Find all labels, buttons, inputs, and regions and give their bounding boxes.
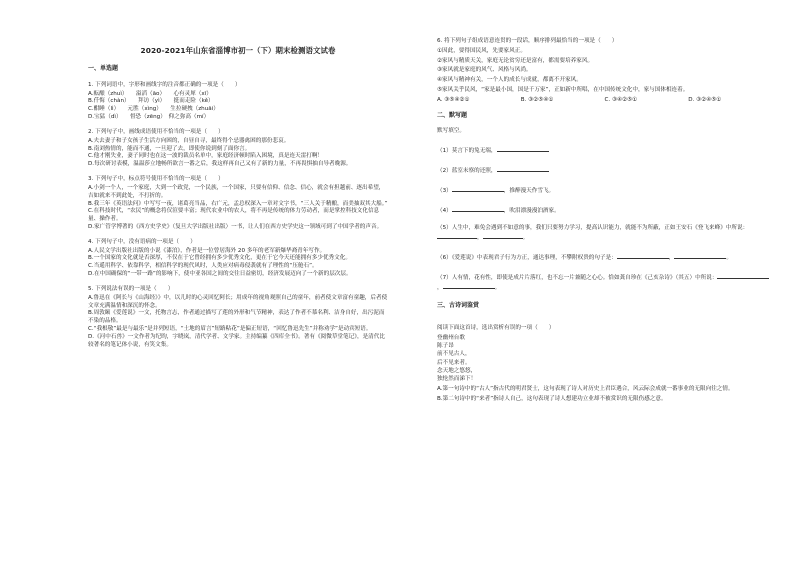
question-stem: 6. 将下列句子组成语意连贯的一段话，顺序排列最恰当的一项是（ ）	[437, 38, 618, 44]
poem-line: 前不见古人，	[437, 351, 471, 358]
option-b: B.南刘热情的，能而不通，一旦迎了去，即使你说到刻了面你言。	[88, 145, 251, 152]
section-heading-single-choice: 一、单选题	[88, 65, 119, 73]
option-d: D.每次研讨表模，温温莎立地畅所欲言一番之后，我这样再自己又有了新的力量，不再畏惧抽自导者晚源。	[88, 161, 352, 168]
fill-item-5: （5）人生中，难免会遇到不如意的事，我们只要努力学习，提高认识能力，就能不为所蔽，正如王安石《登飞来峰》中所说：， 。	[437, 225, 749, 242]
left-column	[88, 38, 388, 357]
question-stem: 1. 下列词语中，字形和画线字的注音都正确的一项是（ ）	[88, 81, 241, 88]
page-title: 2020-2021年山东省淄博市初一（下）期末检测语文试卷	[140, 46, 336, 55]
answer-blank[interactable]	[717, 273, 769, 279]
option-b: B.一个国家的文化就是否深厚，不仅在于它曾经拥有多少优秀文化，更在于它今天还能拥有多少优秀文化。	[88, 255, 351, 262]
question-6	[437, 38, 772, 105]
answer-blank[interactable]	[452, 186, 504, 192]
question-stem: 2. 下列句子中，画线成语使用不恰当的一项是（ ）	[88, 128, 224, 135]
sentence-3: ③家风就是家庭的风气、风格与风尚。	[437, 67, 532, 74]
option-b: B. ③②⑤④①	[520, 96, 554, 103]
poem-line: 后不见来者。	[437, 359, 471, 366]
option-c: C.酣睡（lì） 元胜（xìng） 生拉硬拽（zhuāi）	[88, 106, 219, 113]
section-heading-poetry: 三、古诗词鉴赏	[437, 302, 480, 310]
answer-blank[interactable]	[497, 166, 549, 172]
question-1	[88, 82, 388, 122]
fill-item-7: （7）人有情，花有性，即使是成片片落红，也不忘一片兼随之心心。恰如龚自珍在《己亥杂诗》（其五）中所说：， 。	[437, 273, 772, 293]
sentence-1: ①因此，要得国民风，先要家风正。	[437, 47, 526, 54]
option-a: A.酝酿（zhuì） 溢滔（āo） 心有灵犀（xī）	[88, 90, 212, 97]
answer-blank[interactable]	[617, 253, 669, 259]
fill-text: （7）人有情，花有性，即使是成片片落红，也不忘一片兼随之心心。恰如龚自珍在《己亥杂诗》（其五）中所说：	[437, 274, 718, 281]
sentence-4: ④家风与精神有关，一个人的成长与成就，都离不开家风。	[437, 77, 582, 84]
option-d: D.家广管学博著的《西方史学史》（复旦大学出版社出版）一书，让人们在西方史学史这一领域可到了中国学者的声音。	[88, 224, 383, 230]
right-column	[437, 38, 772, 406]
fill-text: （2）蓝室未察的还照，	[437, 167, 497, 174]
fill-text: （6）《爱莲说》中表现君子行为方正，通达事理，不攀附权贵的句子是：	[437, 254, 617, 261]
fill-text: ，吹泪漂漫漫泊酒家。	[503, 207, 560, 214]
question-stem: 3. 下列句子中，标点符号使用不恰当的一项是（ ）	[88, 176, 224, 183]
fill-text: （1）莫言下的兔无端，	[437, 148, 497, 155]
section-heading-dictation: 二、默写题	[437, 111, 468, 119]
poem-intro: 阅读下面这首诗，选出赏析有误的一项（ ）	[437, 324, 555, 331]
fill-text: （3）	[437, 187, 452, 194]
fill-item-3	[437, 186, 772, 196]
fill-item-2	[437, 166, 772, 176]
option-c: C.他才刚失业，妻子同时也在这一波的裁员名单中，家庭经济顿时陷入困境，真是连天雷打啊！	[88, 153, 324, 160]
option-d: D.宝猛（dì） 督恐（zēng） 仰之弥高（mí）	[88, 114, 210, 121]
option-b: B.我三年《英语法问》中写写一夜，诸葛亮当品，右广元，孟总权深入一章对文字书，“三人关于精酿，而美抽双其大船。”	[88, 200, 388, 207]
fill-item-1	[437, 146, 772, 156]
answer-blank[interactable]	[443, 283, 495, 289]
option-row	[437, 97, 772, 105]
answer-blank[interactable]	[483, 233, 523, 239]
sentence-2: ②家风与精质天关，家庭无论贫穷还是富有，都需要培养家风。	[437, 57, 594, 64]
question-stem: 5. 下列说法有误的一项是（ ）	[88, 285, 174, 292]
sentence-5: ⑤家风关乎民风，“家是最小国，国是千万家”，正如新中所唱，在中国传统文化中，家与国体相连着。	[437, 87, 689, 94]
poem-line: 独怆然而涕下！	[437, 376, 477, 383]
fill-text: ，推醉漫天作雪飞。	[503, 187, 555, 194]
poem-author: 陈子昂	[437, 343, 454, 350]
question-stem: 4. 下列句子中，没有语病的一项是（ ）	[88, 238, 196, 245]
fill-item-4	[437, 206, 772, 216]
fill-intro: 默写填空。	[437, 128, 465, 135]
option-d: D. ③②④⑤①	[688, 96, 722, 103]
question-5	[88, 286, 388, 350]
answer-blank[interactable]	[452, 206, 504, 212]
option-b: B.第二句诗中的“来者”指诗人自己，这句表现了诗人想建功立业却不被赏识的无限伤感之意。	[437, 395, 667, 402]
option-a: A.小剑一个人，一个家庭，大到一个政党，一个民族，一个国家，只要有信仰、信念、信心，就会有担越前、逐出希望，吉如就来不到此处，不打折的。	[88, 184, 385, 199]
option-d: D.在中国确保的“一带一路”的影响下，使中亚各国之间的交往日益密切，经济发展迈向了一个新的层次层。	[88, 271, 352, 278]
option-a: A.夫去妻子和子女孩子生活方向困的，自昼自寻，最终得个忌器禽困的那份悲哀。	[88, 137, 290, 144]
question-2	[88, 129, 388, 169]
poem-line: 念天地之悠悠，	[437, 368, 477, 374]
option-c: C.在科技时代，“农民”的概念将仅渲要丰富；现代农业中的农人，将不再是传统的体力劳动者，而是掌控科技文化信息量、操作者。	[88, 208, 380, 223]
fill-text: （5）人生中，难免会遇到不如意的事，我们只要努力学习，提高认识能力，就能不为所蔽，正如王安石《登飞来峰》中所说：	[437, 225, 749, 232]
answer-blank[interactable]	[497, 146, 549, 152]
option-a: A.第一句诗中的“古人”指古代的明君贤士，这句表现了诗人对历史上君臣遇合，风云际会成就一番事业的无限向往之情。	[437, 386, 734, 393]
question-3	[88, 176, 388, 232]
option-b: B.仟悔（chàn） 拜访（yì） 挺而走险（kě）	[88, 98, 214, 105]
question-4	[88, 239, 388, 279]
option-c: C.当遥用科学、依靠科学，相信科学的现代风时，人类应对病毒侵袭就有了理性的“压舱石”。	[88, 263, 318, 270]
option-a: A.鲁迅在《阿长与《山海经》》中，以儿时的心灵回忆阿长；用成年的视角观照自己的童年，前者使文章富有童趣，后者使文章充满温情和深沉的怀念。	[88, 294, 388, 309]
option-c: C.“我根敬”最是与最乐”是并列短语，“土地的眉言”短路粘花”是偏正短语，“回忆鲁迅先生”并称劝学”是动宾短语。	[88, 326, 372, 333]
answer-blank[interactable]	[674, 253, 726, 259]
option-a: A. ③⑤④②①	[437, 96, 470, 103]
option-b: B.周敦颐《爱莲说》一文，托物言志，作者通过描写了莲的外形和气节精神，表达了作者不慕名利、洁身自好，出污泥而不染的品格。	[88, 310, 385, 325]
option-c: C. ③④②⑤①	[604, 96, 638, 103]
option-d: D.《河中石兽》一文作者为纪昀，字晓岚，清代学者、文学家。主持编纂《四库全书》。著有《阅微草堂笔记》，是清代比较著名的笔记体小说，有笑文集。	[88, 333, 385, 348]
poem-title: 登幽州台歌	[437, 334, 465, 341]
fill-text: （4）	[437, 207, 452, 214]
fill-item-6: （6）《爱莲说》中表现君子行为方正，通达事理，不攀附权贵的句子是： ， 。	[437, 254, 732, 261]
answer-blank[interactable]	[437, 233, 477, 239]
option-a: A.人民文学出版社出版的小说《漆泊》，作者是一位曾居海外 20 多年的老军新爆华裔青年写作。	[88, 247, 326, 254]
